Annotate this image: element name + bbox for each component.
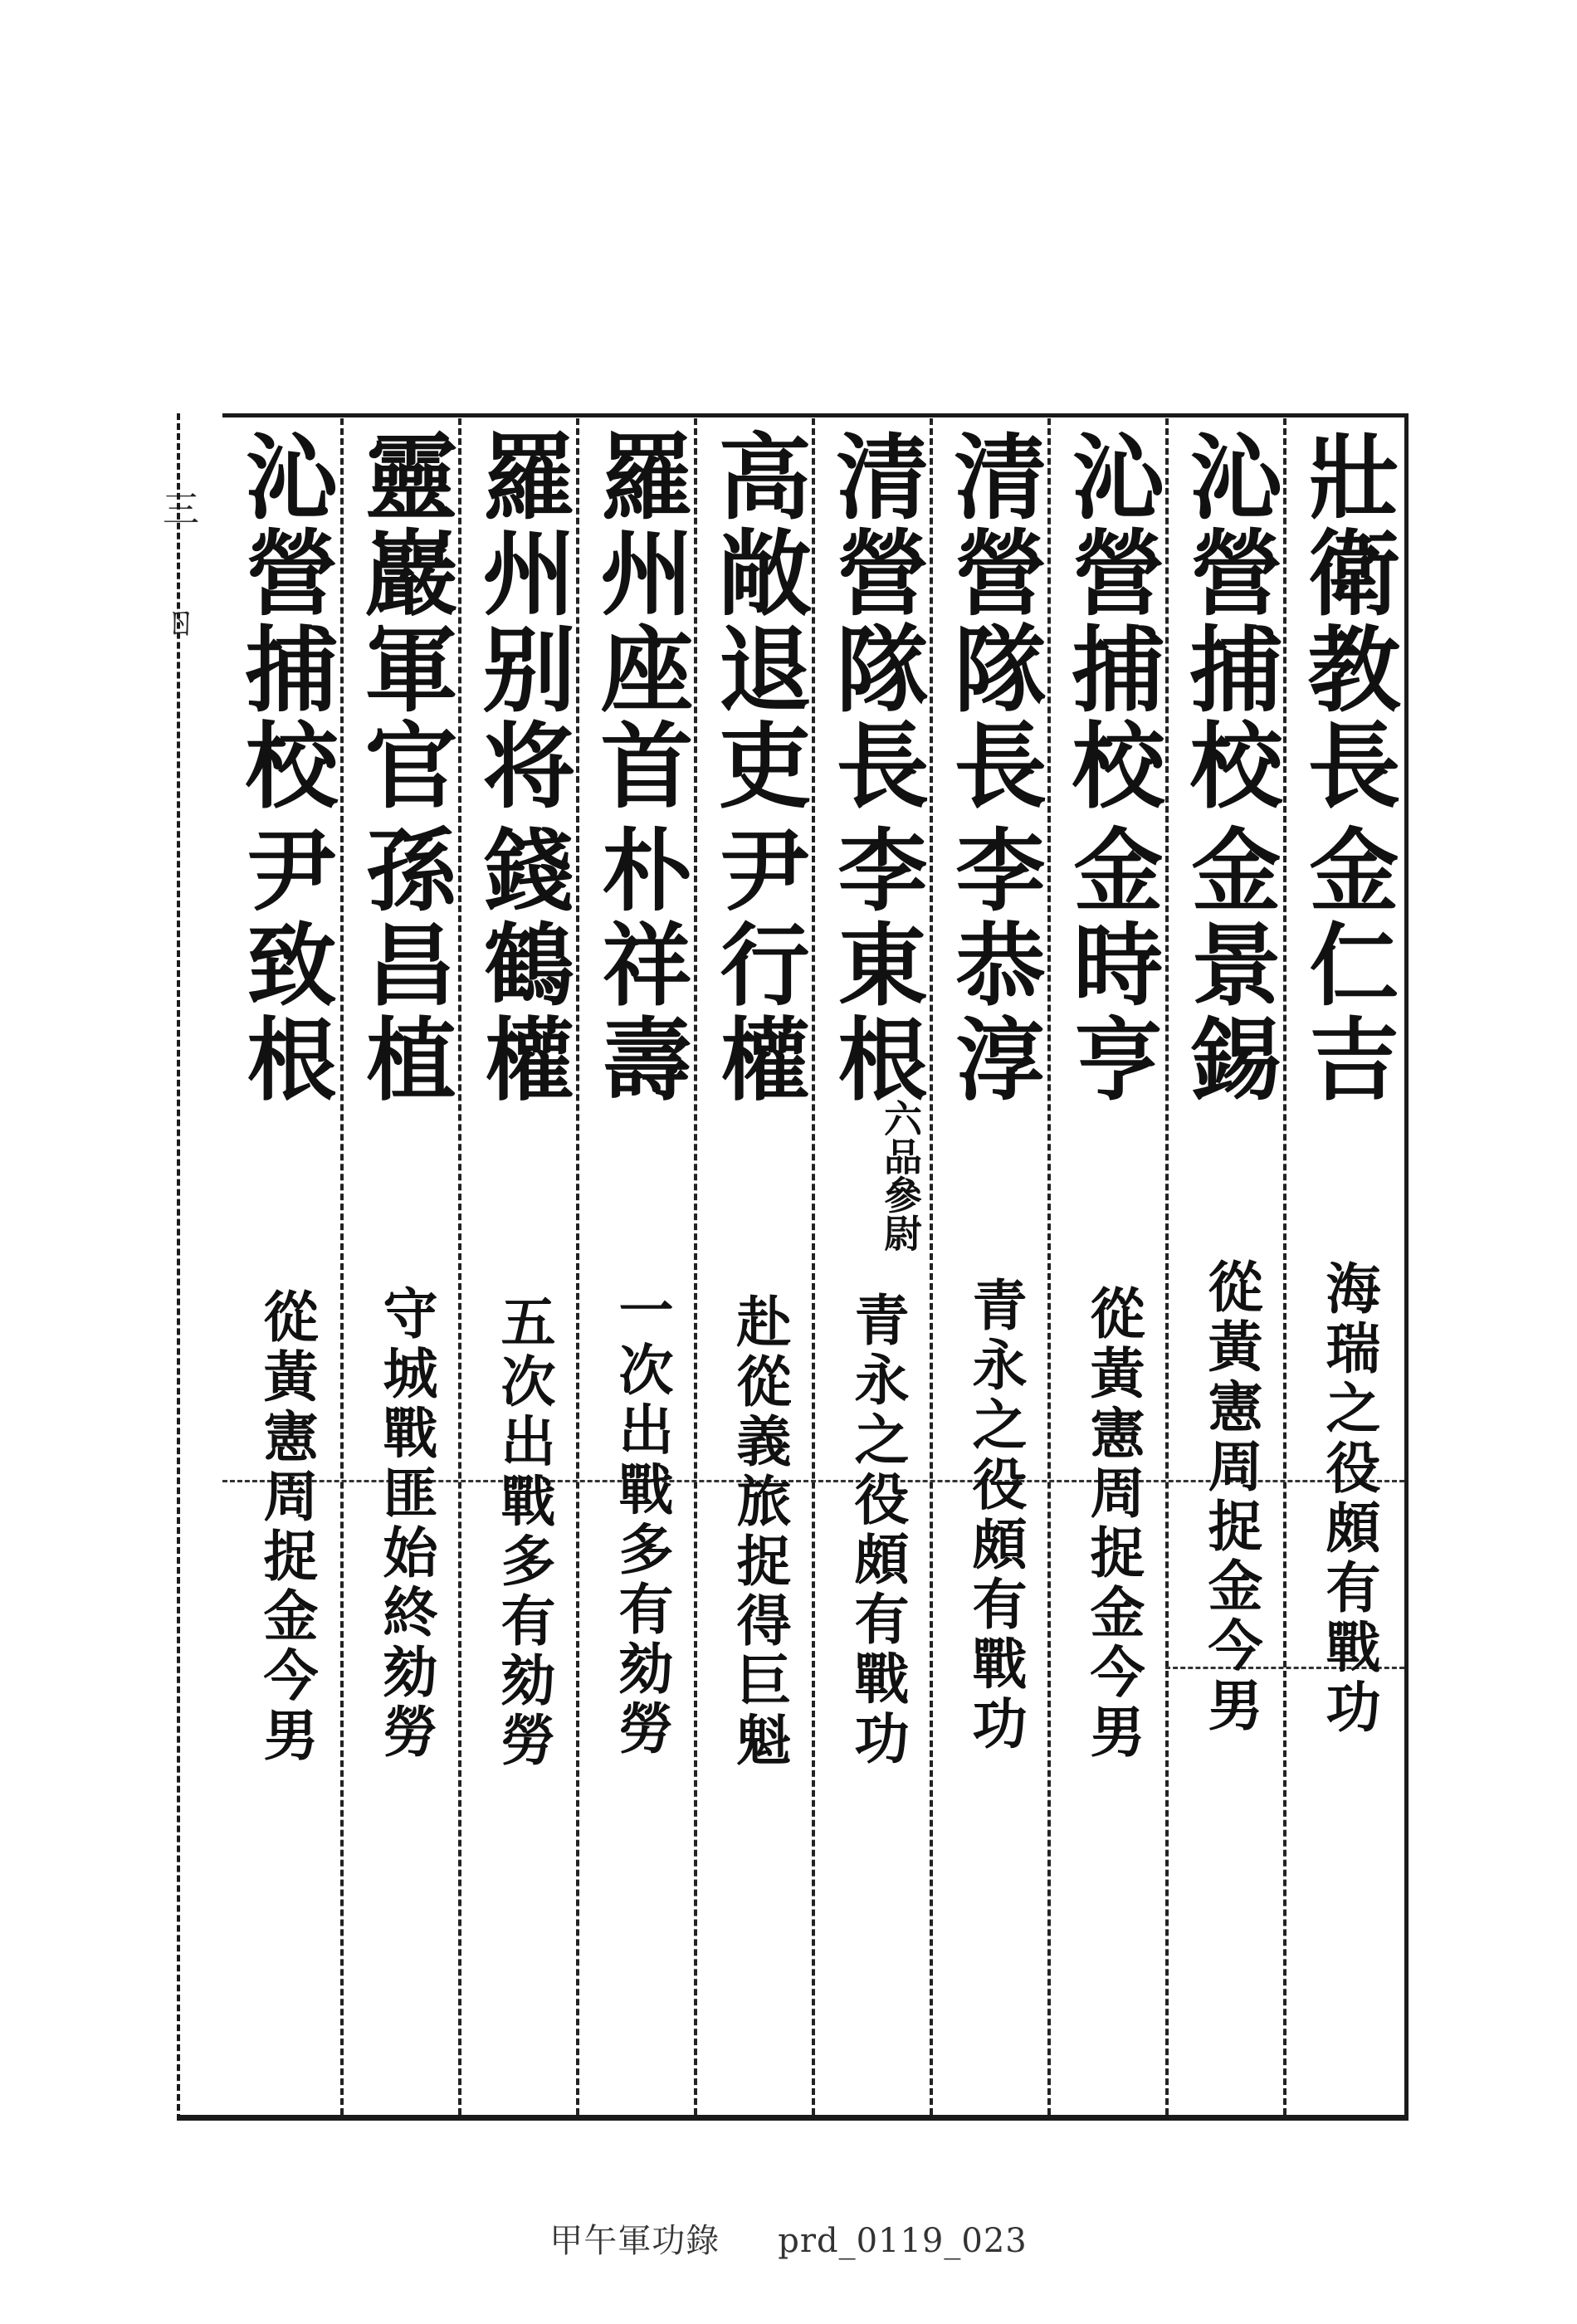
entry-title: 壯衛教長 xyxy=(1292,428,1401,813)
register-entry xyxy=(1288,422,1404,2107)
entry-name: 尹行權 xyxy=(705,823,809,1107)
entry-title: 羅州座首 xyxy=(585,428,694,813)
entry-title: 高敞退吏 xyxy=(703,428,812,813)
book-title: 甲午軍功錄 xyxy=(549,2222,720,2260)
entry-name: 李東根 xyxy=(823,823,927,1107)
entry-title: 羅州别将 xyxy=(467,428,576,813)
register-entry xyxy=(699,422,815,2107)
entry-rank: 六品參尉 xyxy=(878,1099,923,1252)
entry-title: 清營隊長 xyxy=(821,428,930,813)
entry-note: 五次出戰多有劾勞 xyxy=(491,1293,556,1771)
entry-name: 錢鶴權 xyxy=(469,823,574,1107)
register-entry xyxy=(935,422,1051,2107)
register-entry xyxy=(1052,422,1169,2107)
entry-note: 守城戰匪始終劾勞 xyxy=(374,1285,438,1763)
entry-title: 沁營捕校 xyxy=(1174,428,1283,813)
register-entry xyxy=(226,422,342,2107)
entry-title: 清營隊長 xyxy=(939,428,1047,813)
frame-top-rule xyxy=(222,413,1404,417)
frame-bottom-rule xyxy=(177,2115,1404,2121)
entry-name: 孫昌植 xyxy=(351,823,456,1107)
entry-note: 青永之役頗有戰功 xyxy=(845,1291,910,1770)
page-caption xyxy=(0,2214,1577,2262)
entry-note: 從黃憲周捉金今男 xyxy=(1199,1258,1263,1736)
frame-left-rule xyxy=(177,413,180,2121)
register-entry xyxy=(817,422,933,2107)
entry-name: 李恭淳 xyxy=(940,823,1045,1107)
entry-title: 靈巖軍官 xyxy=(349,428,458,813)
register-entry xyxy=(463,422,579,2107)
register-entry xyxy=(581,422,697,2107)
register-entry xyxy=(1170,422,1286,2107)
entry-name: 金仁吉 xyxy=(1294,823,1399,1107)
entry-name: 朴祥壽 xyxy=(587,823,691,1107)
entry-title: 沁營捕校 xyxy=(1057,428,1165,813)
entry-note: 海瑞之役頗有戰功 xyxy=(1316,1260,1381,1738)
entry-note: 赴從義旅捉得巨魁 xyxy=(727,1293,792,1771)
entry-note: 從黃憲周捉金今男 xyxy=(254,1288,319,1766)
entry-note: 從黃憲周捉金今男 xyxy=(1081,1285,1145,1763)
register-table xyxy=(222,413,1404,2116)
register-entry xyxy=(345,422,461,2107)
entry-name: 尹致根 xyxy=(232,823,336,1107)
margin-mark: 三 ㄖ xyxy=(156,490,198,655)
entry-note: 一次出戰多有劾勞 xyxy=(609,1282,674,1760)
entry-note: 青永之役頗有戰功 xyxy=(963,1277,1028,1755)
page-id: prd_0119_023 xyxy=(778,2222,1028,2260)
frame-right-rule xyxy=(1404,413,1409,2121)
entry-name: 金景錫 xyxy=(1176,823,1281,1107)
entry-name: 金時亨 xyxy=(1058,823,1163,1107)
entry-title: 沁營捕校 xyxy=(230,428,339,813)
